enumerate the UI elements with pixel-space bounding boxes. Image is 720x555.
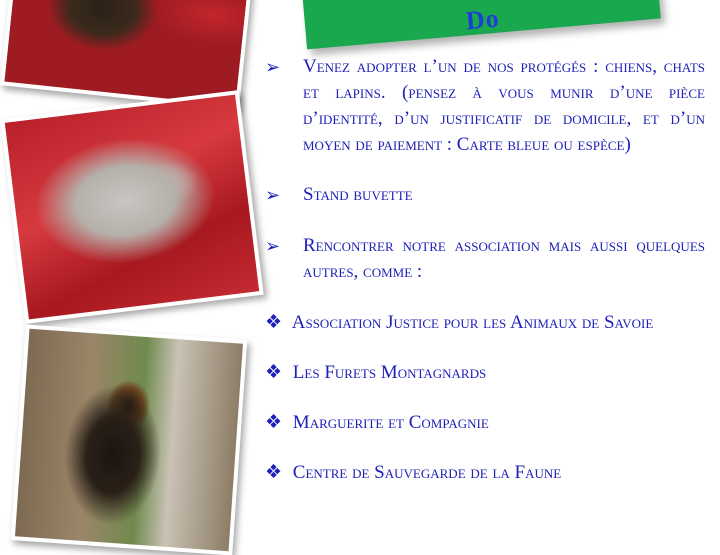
list-item-marguerite <box>265 410 705 436</box>
marguerite-text: Marguerite et Compagnie <box>292 412 489 433</box>
rabbit-image <box>5 95 259 320</box>
arrow-bullet-icon: ➢ <box>265 185 281 205</box>
list-item-rencontrer <box>265 233 705 285</box>
program-list <box>265 54 705 486</box>
centre-text: Centre de Sauvegarde de la Faune <box>292 462 562 483</box>
rencontrer-text: Rencontrer notre association mais aussi quelques autres, comme : <box>303 235 705 282</box>
buvette-text: Stand buvette <box>303 184 413 205</box>
diamond-bullet-icon: ❖ <box>265 362 283 383</box>
dog-image <box>15 329 243 551</box>
banner-text: Do <box>464 3 501 36</box>
arrow-bullet-icon: ➢ <box>265 57 281 77</box>
rabbit-photo <box>0 90 263 324</box>
list-item-asso-justice <box>265 310 705 336</box>
adopt-text: Venez adopter l’un de nos protégés : chiens, chats et lapins. (pensez à vous munir d’une pièce d’identité, d’un justificatif de domicile, et d’un moyen de paiement : Carte bleue ou espèce) <box>303 56 705 155</box>
dog-photo <box>11 325 248 555</box>
diamond-bullet-icon: ❖ <box>265 312 283 333</box>
arrow-bullet-icon: ➢ <box>265 236 281 256</box>
title-banner <box>302 0 661 49</box>
diamond-bullet-icon: ❖ <box>265 462 283 483</box>
cat-image <box>4 0 247 106</box>
asso-justice-text: Association Justice pour les Animaux de Savoie <box>291 312 654 333</box>
diamond-bullet-icon: ❖ <box>265 412 283 433</box>
list-item-furets <box>265 360 705 386</box>
list-item-centre <box>265 460 705 486</box>
list-item-buvette <box>265 182 705 208</box>
furets-text: Les Furets Montagnards <box>292 362 487 383</box>
list-item-adopt <box>265 54 705 158</box>
